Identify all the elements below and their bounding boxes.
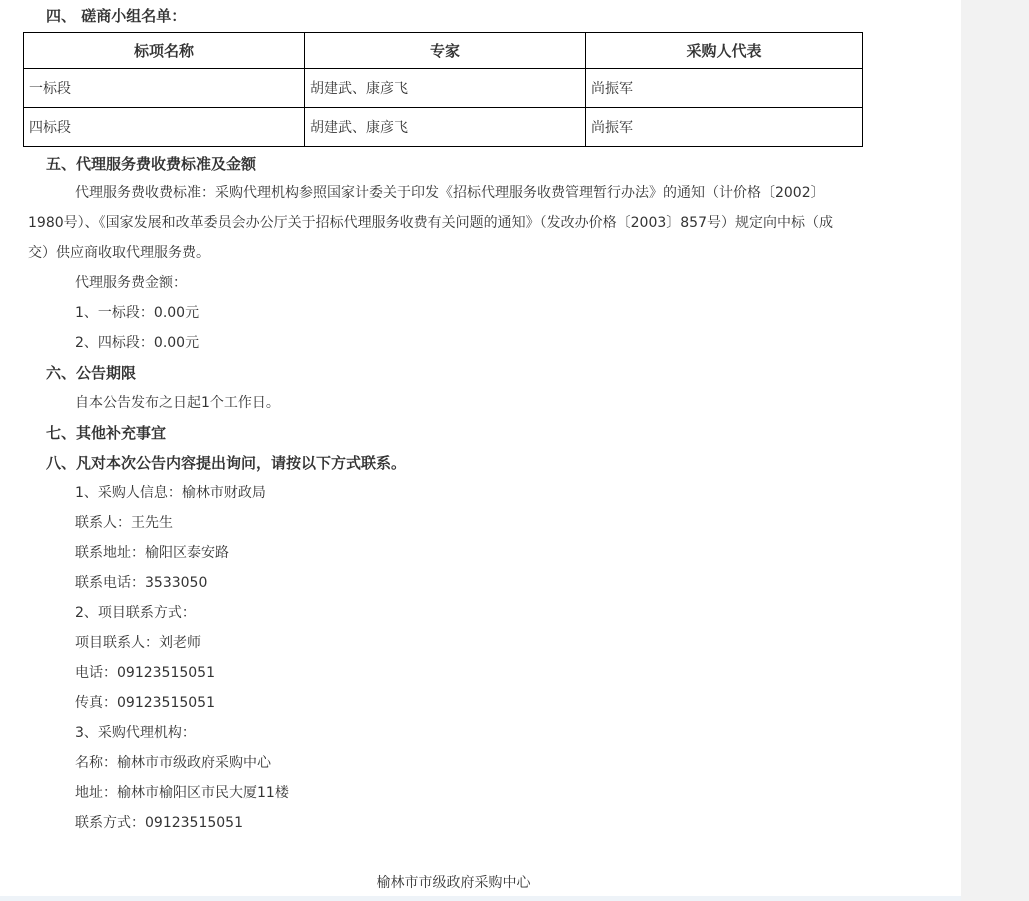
- cell-buyer-rep: 尚振军: [586, 69, 863, 108]
- right-gutter: [961, 0, 1029, 901]
- contact-line: 3、采购代理机构：: [75, 725, 196, 741]
- contact-line: 联系电话：3533050: [75, 575, 208, 591]
- fee-amount-lot-1: 1、一标段：0.00元: [75, 305, 200, 321]
- header-experts: 专家: [305, 33, 586, 69]
- footer-org-signature: 榆林市市级政府采购中心: [376, 875, 531, 891]
- contact-line: 项目联系人：刘老师: [75, 635, 201, 651]
- header-buyer-rep: 采购人代表: [586, 33, 863, 69]
- table-row: [24, 69, 863, 108]
- fee-amount-lot-4: 2、四标段：0.00元: [75, 335, 200, 351]
- section-4-heading: 四、 磋商小组名单：: [46, 7, 187, 25]
- contact-line: 地址：榆林市榆阳区市民大厦11楼: [75, 785, 289, 801]
- section-5-heading: 五、代理服务费收费标准及金额: [46, 155, 257, 173]
- cell-lot-name: 四标段: [24, 108, 305, 147]
- contact-line: 联系地址：榆阳区泰安路: [75, 545, 229, 561]
- section-8-heading: 八、凡对本次公告内容提出询问，请按以下方式联系。: [46, 454, 407, 472]
- cell-buyer-rep: 尚振军: [586, 108, 863, 147]
- notice-period-text: 自本公告发布之日起1个工作日。: [75, 395, 280, 411]
- cell-lot-name: 一标段: [24, 69, 305, 108]
- contact-line: 电话：09123515051: [75, 665, 215, 681]
- cell-experts: 胡建武、康彦飞: [305, 108, 586, 147]
- contact-line: 联系方式：09123515051: [75, 815, 243, 831]
- contact-line: 联系人：王先生: [75, 515, 173, 531]
- header-lot-name: 标项名称: [24, 33, 305, 69]
- contact-line: 2、项目联系方式：: [75, 605, 196, 621]
- committee-table: [23, 32, 863, 147]
- fee-standard-text: 代理服务费收费标准：采购代理机构参照国家计委关于印发《招标代理服务收费管理暂行办法》的通知（计价格〔2002〕1980号）、《国家发展和改革委员会办公厅关于招标代理服务收费有关问题的通知》（发改办价格〔2003〕857号）规定向中标（成交）供应商收取代理服务费。: [28, 185, 833, 261]
- bottom-strip: [0, 896, 961, 901]
- contact-line: 传真：09123515051: [75, 695, 215, 711]
- contact-line: 名称：榆林市市级政府采购中心: [75, 755, 271, 771]
- table-header-row: [24, 33, 863, 69]
- table-row: [24, 108, 863, 147]
- contact-line: 1、采购人信息：榆林市财政局: [75, 485, 266, 501]
- fee-standard-paragraph: [28, 178, 848, 268]
- section-6-heading: 六、公告期限: [46, 364, 137, 382]
- fee-amount-label: 代理服务费金额：: [75, 275, 187, 291]
- section-7-heading: 七、其他补充事宜: [46, 424, 167, 442]
- cell-experts: 胡建武、康彦飞: [305, 69, 586, 108]
